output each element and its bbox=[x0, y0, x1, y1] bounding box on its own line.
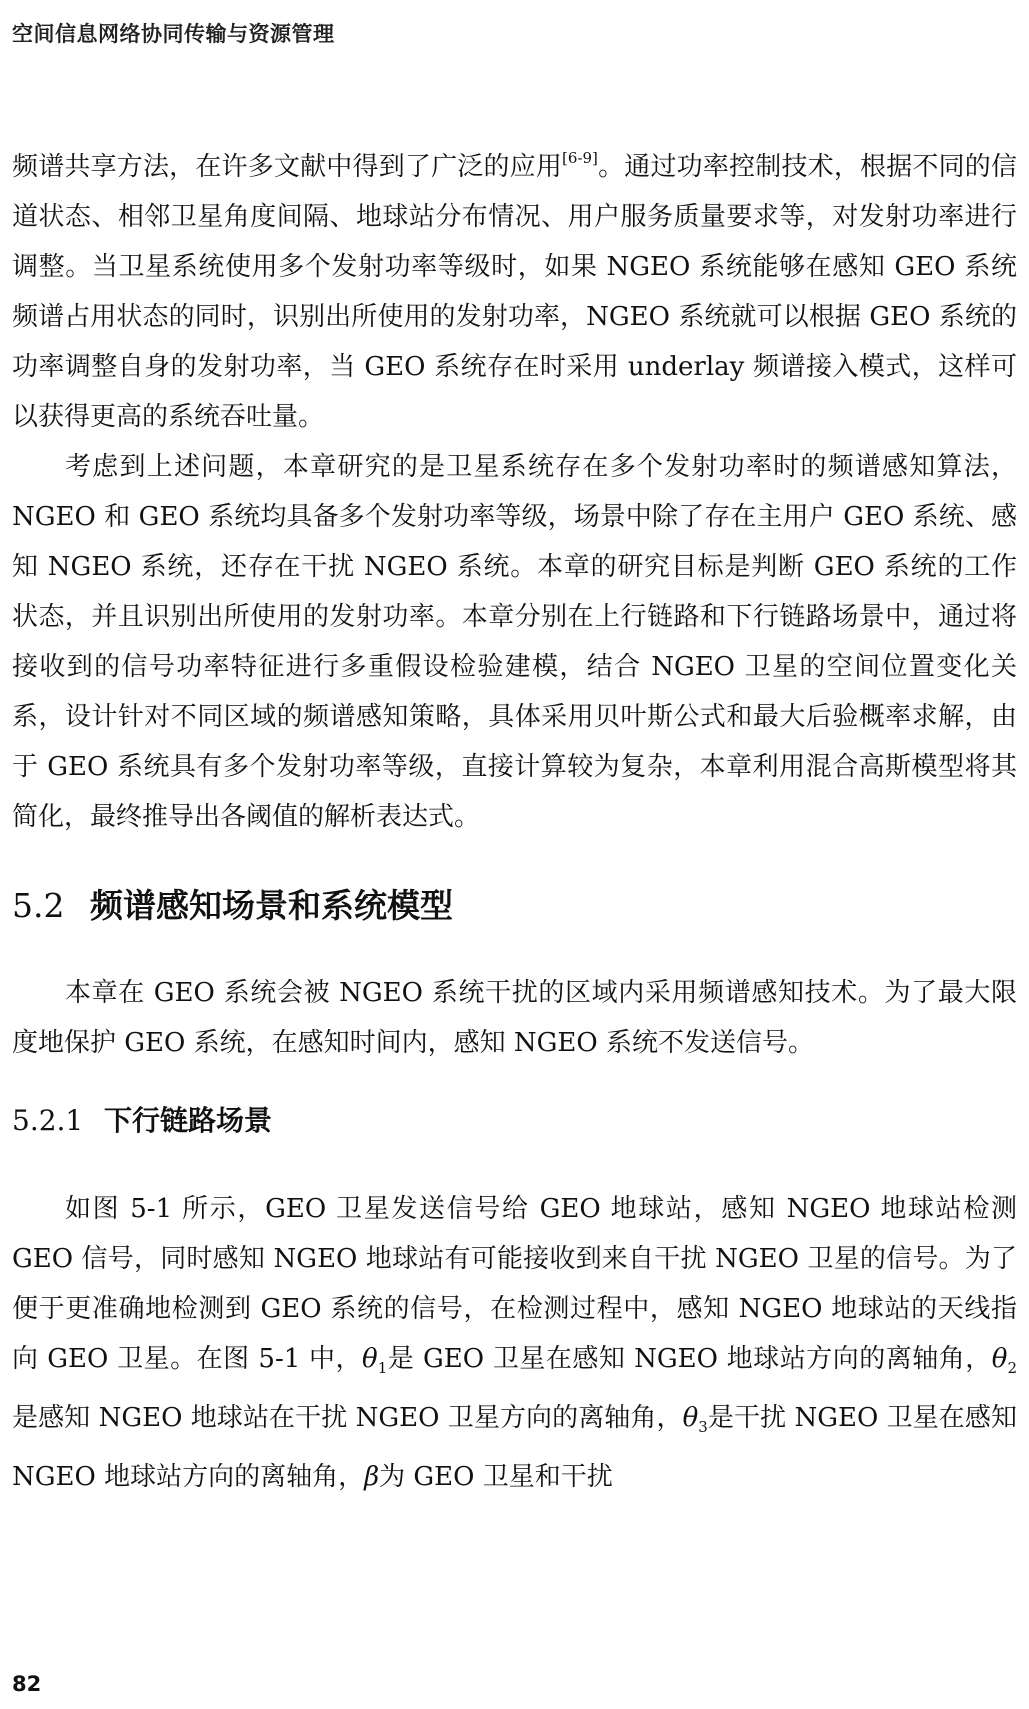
paragraph-text: 频谱共享方法，在许多文献中得到了广泛的应用 bbox=[12, 152, 563, 182]
math-symbol-theta2: $\theta_2$ bbox=[991, 1344, 1017, 1378]
paragraph-text: 为 GEO 卫星和干扰 bbox=[379, 1462, 613, 1493]
section-number: 5.2 bbox=[12, 886, 65, 925]
paragraph-text: 如图 5-1 所示，GEO 卫星发送信号给 GEO 地球站，感知 NGEO 地球站检测 GEO 信号，同时感知 NGEO 地球站有可能接收到来自干扰 NGEO 卫星的信号。为了便于更准确地检测到 GEO 系统的信号，在检测过程中，感知 NGEO 地球站的天线指向 GEO 卫星。在图 5-1 中， bbox=[12, 1194, 1017, 1374]
page-body bbox=[12, 142, 1017, 1502]
paragraph-text: 是干扰 NGEO 卫星在感知 NGEO 地球站方向的离轴角， bbox=[12, 1403, 1017, 1493]
paragraph-text: 。通过功率控制技术，根据不同的信道状态、相邻卫星角度间隔、地球站分布情况、用户服务质量要求等，对发射功率进行调整。当卫星系统使用多个发射功率等级时，如果 NGEO 系统能够在感知 GEO 系统频谱占用状态的同时，识别出所使用的发射功率，NGEO 系统就可以根据 GEO 系统的功率调整自身的发射功率，当 GEO 系统存在时采用 underlay 频谱接入模式，这样可以获得更高的系统吞吐量。 bbox=[12, 152, 1017, 432]
subsection-number: 5.2.1 bbox=[12, 1104, 84, 1137]
paragraph-power-control bbox=[12, 142, 1017, 442]
math-symbol-beta: β bbox=[364, 1462, 380, 1493]
section-heading bbox=[12, 866, 1017, 946]
citation-ref: [6-9] bbox=[562, 149, 598, 168]
paragraph-section-intro: 本章在 GEO 系统会被 NGEO 系统干扰的区域内采用频谱感知技术。为了最大限度地保护 GEO 系统，在感知时间内，感知 NGEO 系统不发送信号。 bbox=[12, 978, 1017, 1058]
running-header: 空间信息网络协同传输与资源管理 bbox=[12, 22, 335, 46]
subsection-title: 下行链路场景 bbox=[104, 1104, 273, 1137]
math-symbol-theta1: $\theta_1$ bbox=[362, 1344, 388, 1378]
paragraph-downlink-scenario bbox=[12, 1184, 1017, 1502]
section-title: 频谱感知场景和系统模型 bbox=[90, 886, 453, 925]
math-symbol-theta3: $\theta_3$ bbox=[682, 1403, 708, 1437]
paragraph-text: 是感知 NGEO 地球站在干扰 NGEO 卫星方向的离轴角， bbox=[12, 1403, 683, 1434]
subsection-heading bbox=[12, 1084, 1017, 1158]
page-number: 82 bbox=[12, 1672, 42, 1696]
paragraph-chapter-overview: 考虑到上述问题，本章研究的是卫星系统存在多个发射功率时的频谱感知算法，NGEO 和 GEO 系统均具备多个发射功率等级，场景中除了存在主用户 GEO 系统、感知 NGEO 系统，还存在干扰 NGEO 系统。本章的研究目标是判断 GEO 系统的工作状态，并且识别出所使用的发射功率。本章分别在上行链路和下行链路场景中，通过将接收到的信号功率特征进行多重假设检验建模，结合 NGEO 卫星的空间位置变化关系，设计针对不同区域的频谱感知策略，具体采用贝叶斯公式和最大后验概率求解，由于 GEO 系统具有多个发射功率等级，直接计算较为复杂，本章利用混合高斯模型将其简化，最终推导出各阈值的解析表达式。 bbox=[12, 452, 1017, 832]
paragraph-text: 是 GEO 卫星在感知 NGEO 地球站方向的离轴角， bbox=[387, 1344, 992, 1374]
